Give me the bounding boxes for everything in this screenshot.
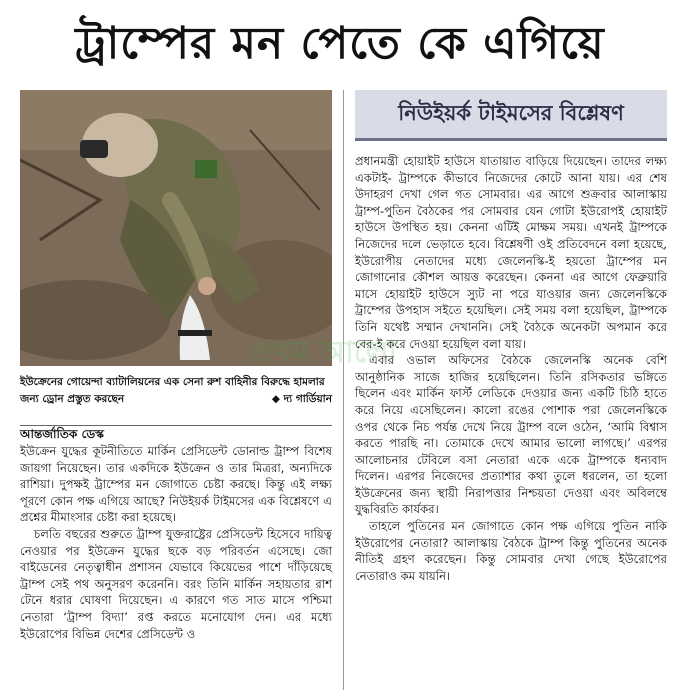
paragraph: তাহলে পুতিনের মন জোগাতে কোন পক্ষ এগিয়ে পুতিন নাকি ইউরোপের নেতারা? আলাস্কায় বৈঠকে ট্রাম্প কিন্তু পুতিনের অনেক নীতিই গ্রহণ করেছেন। কিন্তু সোমবার দেখা গেছে ইউরোপের নেতারাও কম যায়নি। [355, 519, 667, 583]
analysis-banner [355, 90, 667, 141]
paragraph: প্রধানমন্ত্রী হোয়াইট হাউসে যাতায়াত বাড়িয়ে দিয়েছেন। তাদের লক্ষ্য একটাই- ট্রাম্পকে কীভাবে নিজেদের কোটে আনা যায়। এর শেষ উদাহরণ দেখা গেল গত সোমবার। এর আগে শুক্রবার আলাস্কায় ট্রাম্প-পুতিন বৈঠকের পর সোমবার যেন গোটা ইউরোপই হোয়াইট হাউসে উপস্থিত হয়। কেননা এটিই মোক্ষম সময়। এখনই ট্রাম্পকে নিজেদের দলে ভেড়াতে হবে। বিশ্লেষণী ওই প্রতিবেদনে বলা হয়েছে, ইউরোপীয় নেতাদের মধ্যে জেলেনস্কি-ই হয়তো ট্রাম্পের মন জোগানোর কৌশল আয়ত্ত করেছেন। কেননা এর আগে ফেব্রুয়ারি মাসে হোয়াইট হাউসে স্যুট না পরে যাওয়ার জন্য জেলেনস্কিকে ট্রাম্পের উপহাস সইতে হয়েছিল। সেই সময় বলা হয়েছিল, ট্রাম্পকে তিনি যথেষ্ট সম্মান দেখাননি। সেই বৈঠকে অনেকটা অপমান করে বের-ই করে দেওয়া হয়েছিল বলা যায়। [355, 154, 667, 351]
photo-caption [20, 374, 332, 408]
watermark: আলো [318, 335, 398, 370]
desk-label: আন্তর্জাতিক ডেস্ক [20, 427, 104, 441]
soldier-drone-photo [20, 90, 332, 366]
photo-credit: ◆ দ্য গার্ডিয়ান [271, 393, 332, 405]
left-column [20, 443, 332, 642]
right-column [355, 153, 667, 584]
caption-text: ইউক্রেনের গোয়েন্দা ব্যাটালিয়নের এক সেনা রুশ বাহিনীর বিরুদ্ধে হামলার জন্য ড্রোন প্রস্তুত করছেন [20, 376, 325, 405]
analysis-banner-text: নিউইয়র্ক টাইমসের বিশ্লেষণ [398, 100, 624, 125]
paragraph: ইউক্রেন যুদ্ধের কূটনীতিতে মার্কিন প্রেসিডেন্ট ডোনাল্ড ট্রাম্প বিশেষ জায়গা নিয়েছেন। তার একদিকে ইউক্রেন ও তার মিত্ররা, অন্যদিকে রাশিয়া। দুপক্ষই ট্রাম্পের মন জোগাতে চেষ্টা করছে। কিন্তু এই লক্ষ্য পূরণে কোন পক্ষ এগিয়ে আছে? নিউইয়র্ক টাইমসের এক বিশ্লেষণে এ প্রশ্নের মীমাংসার চেষ্টা করা হয়েছে। [20, 444, 332, 525]
paragraph: এবার ওভাল অফিসের বৈঠকে জেলেনস্কি অনেক বেশি আনুষ্ঠানিক সাজে হাজির হয়েছিলেন। তিনি রসিকতার ভঙ্গিতে ছিলেন এবং মার্কিন ফার্স্ট লেডিকে দেওয়ার জন্য একটি চিঠি হাতে করে নিয়ে এসেছিলেন। কালো রঙের পোশাক পরা জেলেনস্কিকে ওপর থেকে নিচ পর্যন্ত দেখে নিয়ে ট্রাম্প বলে ওঠেন, ‘আমি বিশ্বাস করতে পারছি না। তোমাকে দেখে আমার ভালো লাগছে।’ এরপর আলোচনার টেবিলে বসা নেতারা একে একে ট্রাম্পকে ধন্যবাদ দিলেন। এরপর নিজেদের প্রত্যাশার কথা তুলে ধরলেন, তা হলো ইউক্রেনের জন্য স্থায়ী নিরাপত্তার নিশ্চয়তা দেওয়া এবং অবিলম্বে যুদ্ধবিরতি কার্যকর। [355, 353, 667, 517]
headline: ট্রাম্পের মন পেতে কে এগিয়ে [75, 18, 605, 69]
paragraph: চলতি বছরের শুরুতে ট্রাম্প যুক্তরাষ্ট্রের প্রেসিডেন্ট হিসেবে দায়িত্ব নেওয়ার পর ইউক্রেন যুদ্ধের ছকে বড় পরিবর্তন এসেছে। জো বাইডেনের নেতৃত্বাধীন প্রশাসন যেভাবে কিয়েভের পাশে দাঁড়িয়েছে ট্রাম্প সেই পথ অনুসরণ করেননি। বরং তিনি মার্কিন সহায়তার রাশ টেনে ধরার ঘোষণা দিয়েছেন। এ কারণে গত সাত মাসে পশ্চিমা নেতারা ‘ট্রাম্প বিদ্যা’ রপ্ত করতে মনোযোগ দেন। এর মধ্যে ইউরোপের বিভিন্ন দেশের প্রেসিডেন্ট ও [20, 526, 332, 641]
column-divider [343, 90, 344, 690]
